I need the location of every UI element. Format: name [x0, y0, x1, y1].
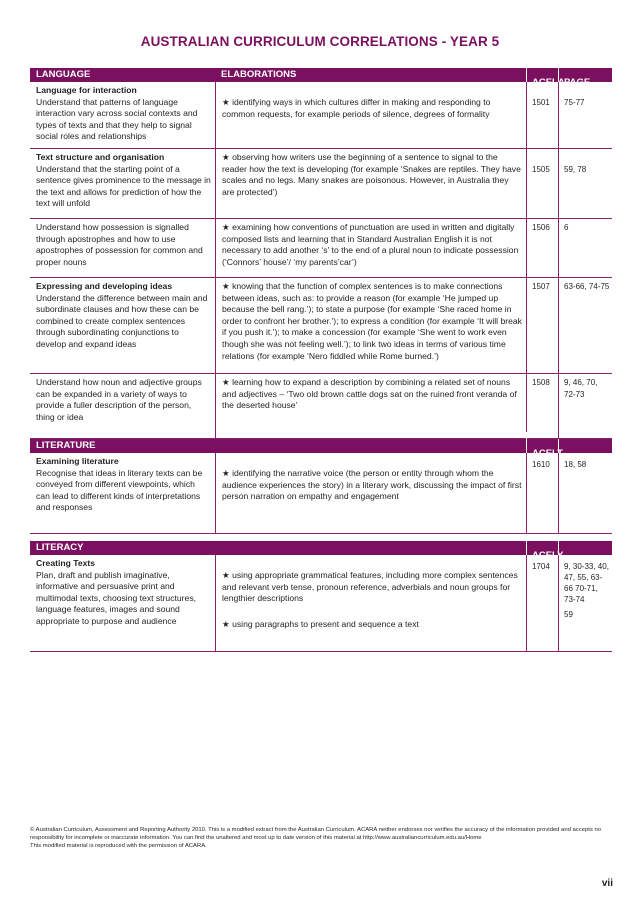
elaboration-text: ★ knowing that the function of complex sentences is to make connections between ideas, such as: to provide a reason (for example ‘He jumped up because the bell rang.’); to state a purpose (for example ‘She raced home in order to confront her brother.’); to express a condition (for example ‘It will break if you push it.’); to make a concession (for example ‘She went to work even though she was not feeling well.’); to link two ideas in terms of various time relations (for example ‘Nero fiddled while Rome burned.’) [222, 281, 522, 361]
code-cell: 1704 [526, 555, 558, 651]
row-description: Recognise that ideas in literary texts can be conveyed from different viewpoints, which can lead to different kinds of interpretations and responses [36, 467, 203, 513]
elaboration-text: ★ using paragraphs to present and sequence a text [222, 618, 419, 629]
page-cell: 9, 46, 70, 72-73 [558, 374, 612, 438]
row-heading: Expressing and developing ideas [36, 281, 173, 291]
code-cell: 1506 [526, 219, 558, 277]
header-acela: ACELA [526, 61, 558, 90]
elaboration-text: ★ identifying the narrative voice (the person or entity through whom the audience experiences the story) in a literary work, discussing the impact of first person narration on empathy and engagement [222, 468, 522, 502]
code-cell: 1501 [526, 82, 558, 148]
page-cell: 18, 58 [558, 453, 612, 533]
header-literature: LITERATURE [36, 440, 96, 451]
page-cell: 63-66, 74-75 [558, 278, 612, 373]
header-acelt: ACELT [526, 432, 558, 461]
table-row [30, 374, 612, 439]
row-heading: Creating Texts [36, 558, 96, 568]
table-row [30, 453, 612, 534]
row-description: Plan, draft and publish imaginative, informative and persuasive print and multimodal texts, choosing text structures, language features, images and sound appropriate to purpose and audience [36, 569, 197, 626]
page-title: AUSTRALIAN CURRICULUM CORRELATIONS - YEAR 5 [140, 34, 500, 49]
header-literacy: LITERACY [36, 542, 84, 553]
row-heading: Examining literature [36, 456, 119, 466]
code-cell: 1507 [526, 278, 558, 373]
page-number: vii [601, 878, 613, 889]
table-row [30, 149, 612, 219]
row-description: Understand that the starting point of a sentence gives prominence to the message in the text and allows for prediction of how the text will unfold [36, 163, 211, 209]
elaboration-text: ★ examining how conventions of punctuation are used in written and digitally composed lists and learning that in Standard Australian English it is not necessary to add another ‘s’ to the end of a plural noun to indicate possession (‘Connors’ house’/ ‘my parents’car’) [222, 222, 519, 267]
permission-text: This modified material is reproduced with the permission of ACARA. [30, 843, 207, 850]
header-elaborations: ELABORATIONS [221, 69, 297, 80]
table-row [30, 219, 612, 278]
code-cell: 1505 [526, 149, 558, 218]
page-cell: 59 [564, 610, 573, 619]
copyright-footer [30, 826, 610, 850]
header-acely: ACELY [526, 534, 558, 563]
row-description: Understand how possession is signalled through apostrophes and how to use apostrophes of possession for common and proper nouns [36, 222, 203, 267]
table-row [30, 82, 612, 149]
code-cell: 1610 [526, 453, 558, 533]
elaboration-text: ★ identifying ways in which cultures differ in making and responding to common requests, for example periods of silence, degrees of formality [222, 97, 491, 119]
page-cell: 9, 30-33, 40, 47, 55, 63-66 70-71, 73-74 [564, 562, 609, 604]
row-description: Understand the difference between main and subordinate clauses and how these can be combined to create complex sentences through subordinating conjunctions to develop and expand ideas [36, 292, 208, 349]
elaboration-text: ★ learning how to expand a description by combining a related set of nouns and adjectives – ‘Two old brown cattle dogs sat on the ruined front veranda of the deserted house’ [222, 377, 517, 411]
curriculum-table [30, 68, 612, 652]
copyright-text: © Australian Curriculum, Assessment and Reporting Authority 2010. This is a modified extract from the Australian Curriculum. ACARA neither endorses nor verifies the accuracy of the information provided and accepts no responsibility for incomplete or inaccurate information. You can find the unaltered and most up to date version of this material at http://www.australiancurriculum.edu.au/Home [30, 827, 601, 842]
row-description: Understand how noun and adjective groups can be expanded in a variety of ways to provide a fuller description of the person, thing or idea [36, 377, 202, 422]
row-heading: Text structure and organisation [36, 152, 165, 162]
header-language: LANGUAGE [36, 69, 91, 80]
elaboration-text: ★ observing how writers use the beginning of a sentence to signal to the reader how the text is developing (for example ‘Snakes are reptiles. They have scales and no legs. Many snakes are poisonous. However, in Australia they are protected’) [222, 152, 521, 197]
header-page: PAGE [558, 61, 612, 90]
page-cell: 59, 78 [558, 149, 612, 218]
page-cell: 75-77 [558, 82, 612, 148]
literature-header-row [30, 439, 612, 459]
language-header-row [30, 68, 612, 88]
row-heading: Language for interaction [36, 85, 137, 95]
code-cell: 1508 [526, 374, 558, 438]
literacy-header-row [30, 541, 612, 561]
row-description: Understand that patterns of language interaction vary across social contexts and types of texts and that they help to signal social roles and relationships [36, 96, 198, 142]
table-row [30, 555, 612, 652]
elaboration-text: ★ using appropriate grammatical features, including more complex sentences and relevant verb tense, pronoun reference, adverbials and noun groups for lengthier descriptions [222, 570, 518, 604]
table-row [30, 278, 612, 374]
page-cell: 6 [558, 219, 612, 277]
